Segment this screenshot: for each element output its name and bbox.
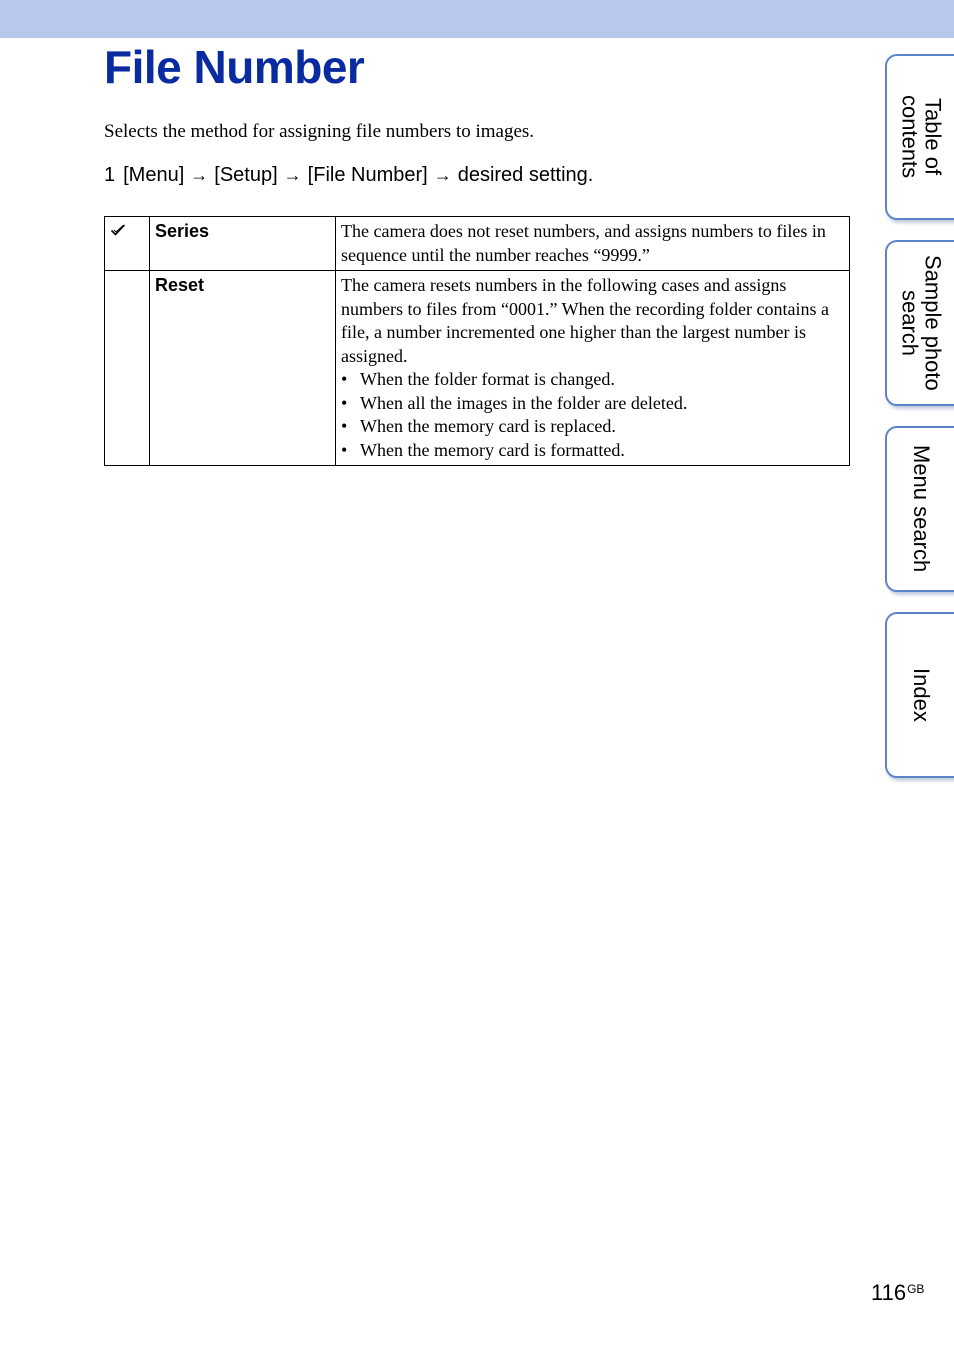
bullet-icon: • (341, 392, 348, 413)
list-item (341, 415, 844, 439)
table-row-reset (105, 271, 850, 466)
step-file-number: [File Number] (307, 164, 428, 186)
tab-label-toc: Table of contents (897, 95, 946, 179)
list-item-text: When the memory card is formatted. (360, 439, 625, 460)
page-title: File Number (104, 41, 365, 93)
table-row-series (105, 217, 850, 271)
page-number-value: 116 (871, 1280, 907, 1305)
bullet-icon: • (341, 416, 348, 436)
top-banner (0, 0, 954, 38)
setting-description-reset-cell (336, 271, 850, 466)
tab-index[interactable] (885, 612, 954, 778)
tab-label-menu: Menu search (909, 445, 934, 573)
list-item-text: When all the images in the folder are deleted. (360, 392, 688, 413)
setting-name-series: Series (150, 217, 336, 271)
arrow-right-icon: → (190, 165, 209, 185)
list-item-text: When the folder format is changed. (360, 369, 615, 389)
step-number: 1 (104, 164, 116, 186)
arrow-right-icon: → (283, 165, 302, 185)
arrow-right-icon: → (433, 165, 452, 185)
step-desired-setting: desired setting. (457, 164, 594, 186)
checkmark-icon (110, 221, 126, 241)
bullet-icon: • (341, 369, 348, 389)
settings-table (104, 216, 850, 466)
tab-label-sample: Sample photo search (897, 255, 946, 391)
tab-label-index: Index (909, 668, 934, 722)
list-item (341, 439, 844, 463)
default-marker-cell (105, 217, 150, 271)
empty-marker-cell (105, 271, 150, 466)
reset-conditions-list (341, 368, 844, 462)
page-number-suffix: GB (907, 1282, 925, 1296)
menu-step (104, 164, 593, 187)
tab-table-of-contents[interactable] (885, 54, 954, 220)
list-item (341, 368, 844, 392)
setting-name-reset: Reset (150, 271, 336, 466)
list-item (341, 392, 844, 416)
page-number (871, 1280, 924, 1306)
bullet-icon: • (341, 439, 348, 460)
step-setup: [Setup] (214, 164, 278, 186)
setting-description-series: The camera does not reset numbers, and assigns numbers to files in sequence until the number reaches “9999.” (336, 217, 850, 271)
intro-text: Selects the method for assigning file numbers to images. (104, 121, 535, 142)
tab-menu-search[interactable] (885, 426, 954, 592)
list-item-text: When the memory card is replaced. (360, 416, 616, 436)
setting-description-reset: The camera resets numbers in the following cases and assigns numbers to files from “0001.” When the recording folder contains a file, a number incremented one higher than the largest number is assigned. (341, 275, 830, 366)
step-menu: [Menu] (123, 164, 185, 186)
tab-sample-photo-search[interactable] (885, 240, 954, 406)
